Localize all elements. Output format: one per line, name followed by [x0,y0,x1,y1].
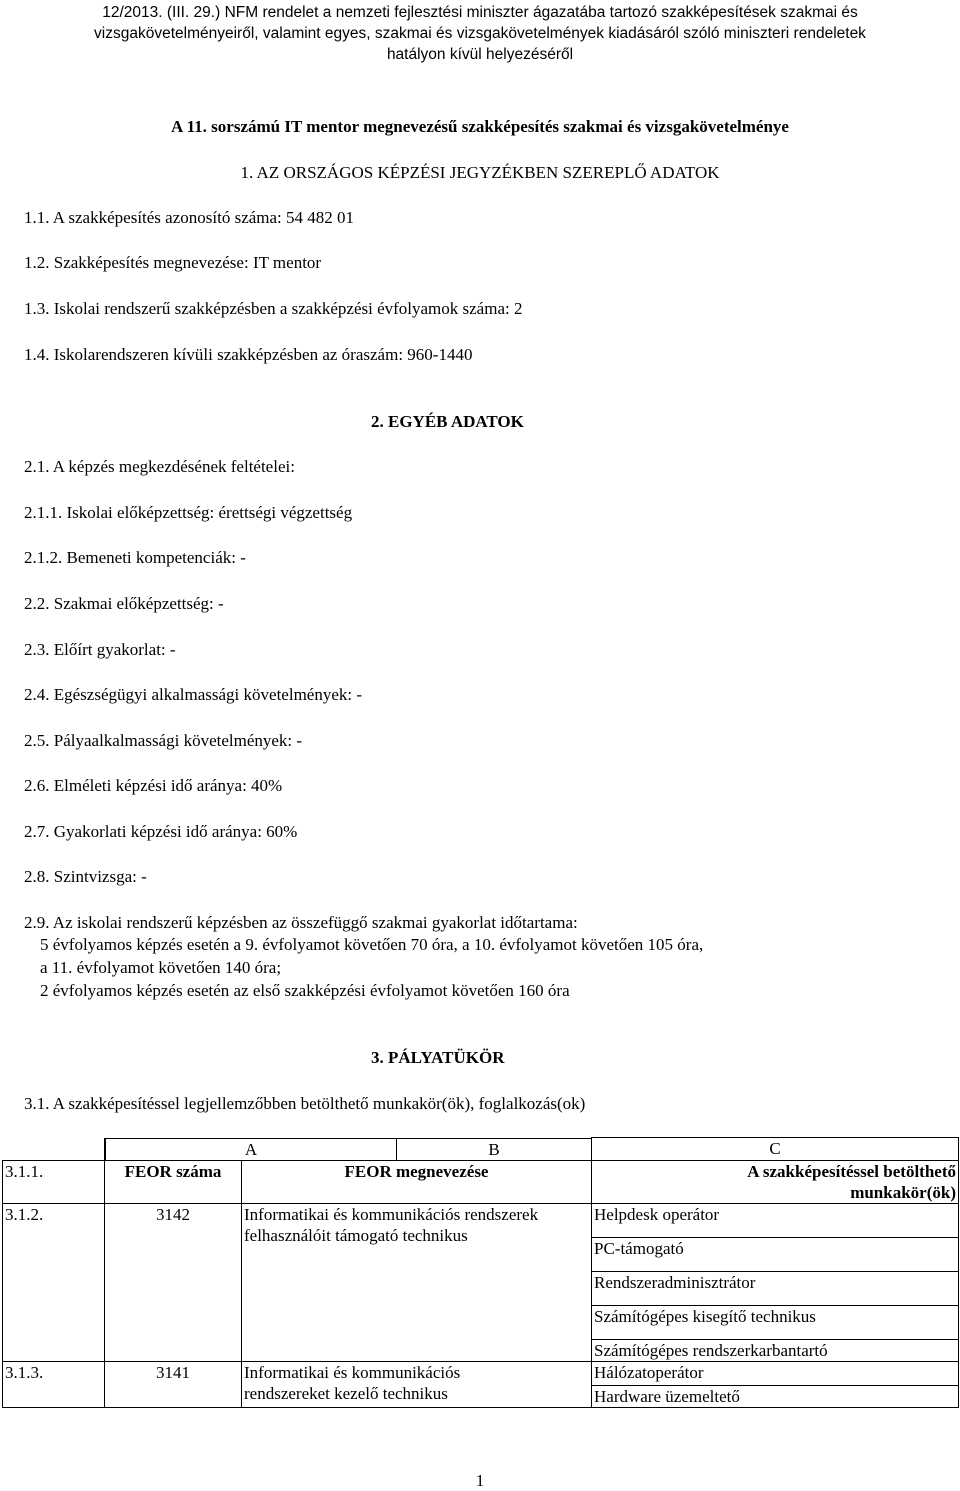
item-2-1-1: 2.1.1. Iskolai előképzettség: érettségi végzettség [24,503,353,522]
item-2-9-line3: a 11. évfolyamot követően 140 óra; [40,958,282,977]
header-line-2: vizsgakövetelményeiről, valamint egyes, szakmai és vizsgakövetelmények kiadásáról szóló miniszteri rendeletek [94,25,866,42]
row-feor-name-line1: Informatikai és kommunikációs [244,1362,461,1382]
header-jobs-line1: A szakképesítéssel betölthető [747,1161,956,1181]
item-2-1-2: 2.1.2. Bemeneti kompetenciák: - [24,548,246,567]
job-item: Helpdesk operátor [592,1204,958,1238]
row-feor-name-line2: rendszereket kezelő technikus [244,1383,448,1403]
item-2-6: 2.6. Elméleti képzési idő aránya: 40% [24,776,283,795]
item-1-1: 1.1. A szakképesítés azonosító száma: 54 482 01 [24,208,355,227]
row-num: 3.1.3. [3,1361,105,1407]
header-line-1: 12/2013. (III. 29.) NFM rendelet a nemzeti fejlesztési miniszter ágazatába tartozó szakképesítések szakmai és [102,4,858,21]
item-2-4: 2.4. Egészségügyi alkalmassági követelmények: - [24,685,363,704]
row-jobs [592,1361,959,1407]
table-col-ab [105,1138,592,1161]
feor-table [2,1137,959,1408]
header-feor-name: FEOR megnevezése [242,1160,592,1203]
row-feor: 3141 [105,1361,242,1407]
job-item: Számítógépes kisegítő technikus [592,1306,958,1340]
job-item: Rendszeradminisztrátor [592,1272,958,1306]
row-feor: 3142 [105,1203,242,1361]
table-row [3,1361,959,1407]
item-2-8: 2.8. Szintvizsga: - [24,867,147,886]
item-1-2: 1.2. Szakképesítés megnevezése: IT mentor [24,253,322,272]
item-1-4: 1.4. Iskolarendszeren kívüli szakképzésben az óraszám: 960-1440 [24,345,473,364]
col-letter-a: A [106,1139,397,1160]
item-2-3: 2.3. Előírt gyakorlat: - [24,640,176,659]
header-jobs [592,1160,959,1203]
row-feor-name-line2: felhasználóit támogató technikus [244,1225,468,1245]
item-2-1: 2.1. A képzés megkezdésének feltételei: [24,457,295,476]
table-corner-cell [3,1138,105,1161]
col-letter-b: B [488,1139,500,1159]
job-item: Hardware üzemeltető [594,1386,740,1406]
doc-title: A 11. sorszámú IT mentor megnevezésű szakképesítés szakmai és vizsgakövetelménye [171,117,789,136]
header-num: 3.1.1. [3,1160,105,1203]
row-num: 3.1.2. [3,1203,105,1361]
col-letter-c: C [592,1138,959,1161]
page-number: 1 [475,1471,485,1490]
section2-heading: 2. EGYÉB ADATOK [371,412,524,431]
header-line-3: hatályon kívül helyezéséről [386,46,574,63]
row-jobs [592,1203,959,1361]
item-1-3: 1.3. Iskolai rendszerű szakképzésben a szakképzési évfolyamok száma: 2 [24,299,523,318]
row-feor-name [242,1203,592,1361]
header-jobs-line2: munkakör(ök) [850,1182,956,1202]
table-row [3,1203,959,1361]
item-2-7: 2.7. Gyakorlati képzési idő aránya: 60% [24,822,298,841]
row-feor-name-line1: Informatikai és kommunikációs rendszerek [244,1204,539,1224]
item-2-9-line4: 2 évfolyamos képzés esetén az első szakképzési évfolyamot követően 160 óra [40,981,570,1000]
row-feor-name [242,1361,592,1407]
document-header [0,2,960,65]
item-2-2: 2.2. Szakmai előképzettség: - [24,594,224,613]
table-header-row [3,1160,959,1203]
job-item: Számítógépes rendszerkarbantartó [594,1340,828,1360]
item-2-9-line1: 2.9. Az iskolai rendszerű képzésben az összefüggő szakmai gyakorlat időtartama: [24,913,578,932]
item-2-5: 2.5. Pályaalkalmassági követelmények: - [24,731,303,750]
section1-heading: 1. AZ ORSZÁGOS KÉPZÉSI JEGYZÉKBEN SZEREPLŐ ADATOK [240,163,720,182]
section3-heading: 3. PÁLYATÜKÖR [371,1048,505,1067]
item-2-9-line2: 5 évfolyamos képzés esetén a 9. évfolyamot követően 70 óra, a 10. évfolyamot követően 105 óra, [40,935,704,954]
table-letter-row [3,1138,959,1161]
item-3-1: 3.1. A szakképesítéssel legjellemzőbben betölthető munkakör(ök), foglalkozás(ok) [24,1094,586,1113]
header-feor-number: FEOR száma [105,1160,242,1203]
job-item: Hálózatoperátor [592,1362,958,1386]
job-item: PC-támogató [592,1238,958,1272]
